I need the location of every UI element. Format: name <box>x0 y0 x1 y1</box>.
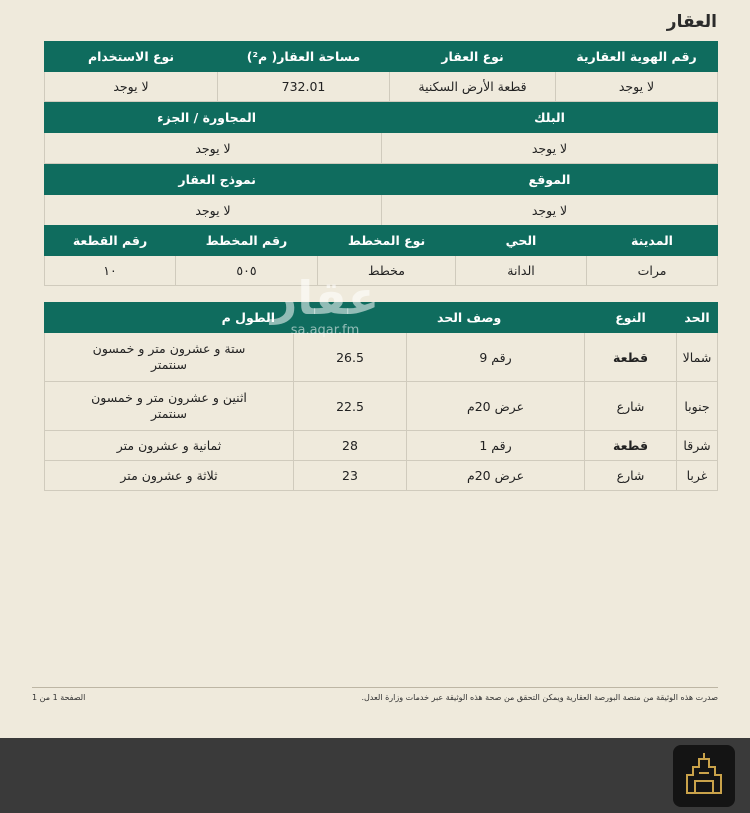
header-district: الحي <box>456 226 587 256</box>
table-row <box>45 382 718 431</box>
boundary-direction: شمالا <box>677 333 718 382</box>
header-boundary-description: وصف الحد <box>407 303 585 333</box>
boundary-length: 28 <box>294 431 407 461</box>
value-property-id: لا يوجد <box>556 72 718 102</box>
watermark-arabic: عقار <box>270 271 380 325</box>
value-location: لا يوجد <box>382 195 718 226</box>
value-property-area: 732.01 <box>218 72 390 102</box>
aqar-watermark <box>266 272 384 352</box>
app-logo[interactable] <box>673 745 735 807</box>
boundary-description: عرض 20م <box>407 461 585 491</box>
property-info-table <box>44 41 718 102</box>
header-block: البلك <box>382 103 718 133</box>
header-city: المدينة <box>587 226 718 256</box>
boundary-description: عرض 20م <box>407 382 585 431</box>
location-table <box>44 164 718 226</box>
boundary-description: رقم 1 <box>407 431 585 461</box>
boundary-length: 22.5 <box>294 382 407 431</box>
boundary-length: 23 <box>294 461 407 491</box>
table-row <box>45 461 718 491</box>
boundary-direction: جنوبا <box>677 382 718 431</box>
header-property-type: نوع العقار <box>390 42 556 72</box>
section-title: العقار <box>666 12 717 32</box>
boundary-description: رقم 9 <box>407 333 585 382</box>
value-plan-type: مخطط <box>318 256 456 286</box>
boundary-length: 26.5 <box>294 333 407 382</box>
boundary-type: قطعة <box>585 431 677 461</box>
block-table <box>44 102 718 164</box>
value-district: الدانة <box>456 256 587 286</box>
header-boundary: الحد <box>677 303 718 333</box>
value-city: مرات <box>587 256 718 286</box>
header-length: الطول م <box>45 303 294 333</box>
footer-divider <box>32 687 718 688</box>
header-plot-number: رقم القطعة <box>45 226 176 256</box>
footer-note: صدرت هذه الوثيقة من منصة البورصة العقارية ويمكن التحقق من صحة هذه الوثيقة عبر خدمات وزارة العدل. <box>361 693 718 702</box>
boundary-length-words: ثلاثة و عشرون متر <box>45 461 294 491</box>
boundary-length-words: اثنين و عشرون متر و خمسون سنتمتر <box>45 382 294 431</box>
header-property-area: مساحة العقار( م²) <box>218 42 390 72</box>
header-property-model: نموذج العقار <box>45 165 382 195</box>
value-plot-number: ١٠ <box>45 256 176 286</box>
value-neighborhood-part: لا يوجد <box>45 133 382 164</box>
boundary-type: قطعة <box>585 333 677 382</box>
footer-page-number: الصفحة 1 من 1 <box>32 693 86 702</box>
boundary-length-words: ثمانية و عشرون متر <box>45 431 294 461</box>
boundary-type: شارع <box>585 382 677 431</box>
value-usage-type: لا يوجد <box>45 72 218 102</box>
header-neighborhood-part: المجاورة / الجزء <box>45 103 382 133</box>
boundary-direction: غربا <box>677 461 718 491</box>
header-property-id: رقم الهوية العقارية <box>556 42 718 72</box>
header-plan-type: نوع المخطط <box>318 226 456 256</box>
boundary-direction: شرقا <box>677 431 718 461</box>
value-plan-number: ٥٠٥ <box>176 256 318 286</box>
header-boundary-type: النوع <box>585 303 677 333</box>
header-usage-type: نوع الاستخدام <box>45 42 218 72</box>
watermark-latin: sa.aqar.fm <box>290 323 360 338</box>
header-location: الموقع <box>382 165 718 195</box>
value-block: لا يوجد <box>382 133 718 164</box>
boundary-type: شارع <box>585 461 677 491</box>
table-row <box>45 431 718 461</box>
value-property-model: لا يوجد <box>45 195 382 226</box>
value-property-type: قطعة الأرض السكنية <box>390 72 556 102</box>
boundary-length-words: ستة و عشرون متر و خمسون سنتمتر <box>45 333 294 382</box>
logo-icon <box>673 745 735 807</box>
header-plan-number: رقم المخطط <box>176 226 318 256</box>
